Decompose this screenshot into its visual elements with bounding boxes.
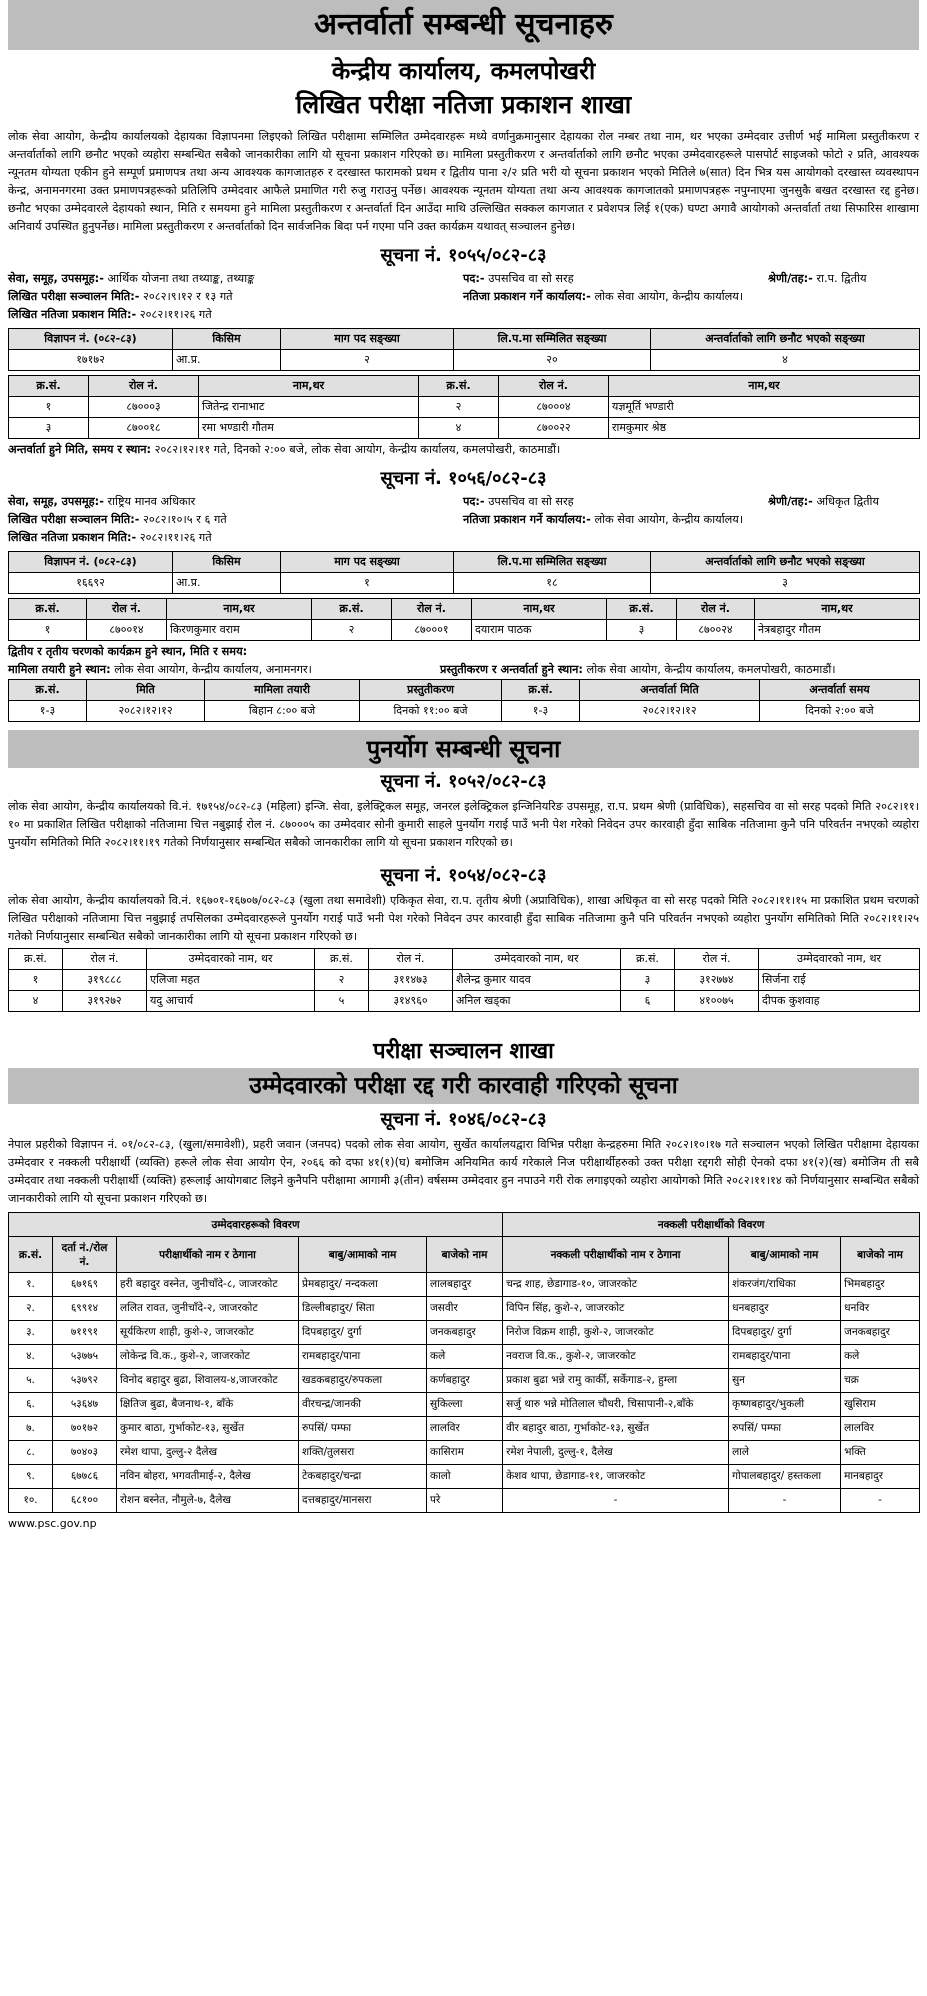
result-date-value: २०८२।११।२६ गते bbox=[139, 308, 212, 321]
cell: रामबहादुर/पाना bbox=[729, 1345, 841, 1369]
cell: २ bbox=[312, 620, 392, 641]
cell: १-३ bbox=[9, 701, 87, 722]
exam-header: क्र.सं. bbox=[9, 1237, 53, 1273]
recheck-header: उम्मेदवारको नाम, थर bbox=[147, 949, 315, 970]
summary-header: लि.प.मा सम्मिलित सङ्ख्या bbox=[454, 329, 651, 350]
cell: रुपसिं/ पम्फा bbox=[299, 1417, 427, 1441]
interview-label: अन्तर्वार्ता हुने मिति, समय र स्थान: bbox=[8, 443, 152, 456]
recheck-banner bbox=[8, 730, 919, 768]
cell: ६७१६९ bbox=[53, 1273, 117, 1297]
notice-1052-number: सूचना नं. १०५२/०८२-८३ bbox=[380, 771, 547, 792]
schedule-header: अन्तर्वार्ता समय bbox=[760, 680, 920, 701]
notice-1046-text: नेपाल प्रहरीको विज्ञापन नं. ०१/०८२-८३, (खुला/समावेशी), प्रहरी जवान (जनपद) पदको लोक सेवा आयोग, सुर्खेत कार्यालयद्वारा विभिन्न परीक्षा केन्द्रहरुमा मिति २०८२।१०।१७ गते सञ्चालन भएको लिखित परीक्षामा देहायका उम्मेदवार र नक्कली परीक्षार्थी (व्यक्ति) हरूले लोक सेवा आयोग ऐन, २०६६ को दफा ४१(१)(घ) बमोजिम अनियमित कार्य गरेकाले निज परीक्षार्थीहरुको उक्त परीक्षा रद्दगरी सोही ऐनको दफा ४१(२)(ख) बमोजिम ती सबै उम्मेदवार तथा नक्कली परीक्षार्थी (व्यक्ति) हरूलाई आयोगबाट लिइने कुनैपनि परीक्षामा आगामी ३(तीन) वर्षसम्म उम्मेदवार हुन नपाउने गरी रोक लगाइएको व्यहोरा आयोगको मिति २०८२।११।१४ को निर्णयानुसार सम्बन्धित सबैको जानकारीको लागि यो सूचना प्रकाशन गरिएको छ। bbox=[8, 1138, 919, 1205]
notice-1056-summary-table bbox=[8, 551, 920, 594]
table-row bbox=[9, 701, 920, 722]
summary-header: माग पद सङ्ख्या bbox=[281, 329, 454, 350]
notice-1055-summary-table bbox=[8, 328, 920, 371]
cell: ललित रावत, जुनीचाँदे-२, जाजरकोट bbox=[117, 1297, 299, 1321]
cell: खडकबहादुर/रुपकला bbox=[299, 1369, 427, 1393]
cell: सिर्जना राई bbox=[759, 970, 920, 991]
cell: आ.प्र. bbox=[173, 350, 281, 371]
cell: खुसिराम bbox=[841, 1393, 920, 1417]
cell: रमा भण्डारी गौतम bbox=[199, 418, 419, 439]
table-row bbox=[9, 418, 920, 439]
cell: रुपसिं/ पम्फा bbox=[729, 1417, 841, 1441]
candidate-header: नाम,थर bbox=[755, 599, 920, 620]
cell: १०. bbox=[9, 1489, 53, 1513]
cell: ७०४०३ bbox=[53, 1441, 117, 1465]
recheck-header: रोल नं. bbox=[369, 949, 453, 970]
class-label: श्रेणी/तह:- bbox=[768, 495, 813, 508]
notice-1055-meta-row1 bbox=[8, 270, 919, 288]
cell: कले bbox=[427, 1345, 503, 1369]
cell: विपिन सिंह, कुशे-२, जाजरकोट bbox=[503, 1297, 729, 1321]
cell: ३१९२७२ bbox=[63, 991, 147, 1012]
exam-title: उम्मेदवारको परीक्षा रद्द गरी कारवाही गरिएको सूचना bbox=[249, 1072, 678, 1099]
cell: वीर बहादुर बाठा, गुर्भाकोट-१३, सुर्खेत bbox=[503, 1417, 729, 1441]
cell: रमेश नेपाली, दुल्लु-१, दैलेख bbox=[503, 1441, 729, 1465]
cell: ४ bbox=[651, 350, 920, 371]
summary-header: अन्तर्वार्ताको लागि छनौट भएको सङ्ख्या bbox=[651, 552, 920, 573]
cell: - bbox=[841, 1489, 920, 1513]
cell: ८७०००४ bbox=[499, 397, 609, 418]
service-label: सेवा, समूह, उपसमूह:- bbox=[8, 272, 104, 285]
schedule-header: प्रस्तुतीकरण bbox=[360, 680, 502, 701]
cell: २ bbox=[315, 970, 369, 991]
result-date-label: लिखित नतिजा प्रकाशन मिति:- bbox=[8, 531, 137, 544]
cell: प्रेमबहादुर/ नन्दकला bbox=[299, 1273, 427, 1297]
cell: कृष्णबहादुर/भुकली bbox=[729, 1393, 841, 1417]
cell: ८७००१४ bbox=[87, 620, 167, 641]
summary-header: विज्ञापन नं. (०८२-८३) bbox=[9, 329, 173, 350]
cell: कर्णबहादुर bbox=[427, 1369, 503, 1393]
cell: ८७०००१ bbox=[392, 620, 472, 641]
exam-date-value: २०८२।९।१२ र १३ गते bbox=[143, 290, 233, 303]
cell: सुन bbox=[729, 1369, 841, 1393]
service-value: राष्ट्रिय मानव अधिकार bbox=[107, 495, 196, 508]
post-value: उपसचिव वा सो सरह bbox=[488, 272, 574, 285]
result-office-value: लोक सेवा आयोग, केन्द्रीय कार्यालय। bbox=[594, 290, 744, 303]
cell: जनकबहादुर bbox=[841, 1321, 920, 1345]
cell: धनविर bbox=[841, 1297, 920, 1321]
result-date-value: २०८२।११।२६ गते bbox=[139, 531, 212, 544]
cell: कले bbox=[841, 1345, 920, 1369]
result-office-label: नतिजा प्रकाशन गर्ने कार्यालय:- bbox=[463, 513, 591, 526]
notice-1054-number: सूचना नं. १०५४/०८२-८३ bbox=[380, 865, 547, 886]
cell: १ bbox=[9, 970, 63, 991]
cell: ३ bbox=[621, 970, 675, 991]
candidate-header: क्र.सं. bbox=[312, 599, 392, 620]
notice-1056-stage-line bbox=[8, 643, 919, 661]
recheck-candidate-table bbox=[8, 948, 920, 1012]
cell: ५३६४७ bbox=[53, 1393, 117, 1417]
post-label: पद:- bbox=[463, 272, 485, 285]
exam-header: परीक्षार्थीको नाम र ठेगाना bbox=[117, 1237, 299, 1273]
cell: ५३७९२ bbox=[53, 1369, 117, 1393]
branch-title: लिखित परीक्षा नतिजा प्रकाशन शाखा bbox=[295, 90, 632, 119]
table-row bbox=[9, 1273, 920, 1297]
candidate-header: रोल नं. bbox=[499, 376, 609, 397]
class-label: श्रेणी/तह:- bbox=[768, 272, 813, 285]
cell: २० bbox=[454, 350, 651, 371]
cell: लालविर bbox=[427, 1417, 503, 1441]
cell: कासिराम bbox=[427, 1441, 503, 1465]
cell: दिनको २:०० बजे bbox=[760, 701, 920, 722]
exam-date-value: २०८२।१०।५ र ६ गते bbox=[143, 513, 227, 526]
cell: ८७००१८ bbox=[89, 418, 199, 439]
candidate-header: नाम,थर bbox=[609, 376, 920, 397]
interview-value: २०८२।१२।११ गते, दिनको २:०० बजे, लोक सेवा आयोग, केन्द्रीय कार्यालय, कमलपोखरी, काठमाडौं। bbox=[154, 443, 561, 456]
cell: १ bbox=[9, 620, 87, 641]
cell: १८ bbox=[454, 573, 651, 594]
cell: ६७७८६ bbox=[53, 1465, 117, 1489]
recheck-header: उम्मेदवारको नाम, थर bbox=[759, 949, 920, 970]
cell: ६८१०० bbox=[53, 1489, 117, 1513]
cell: भिमबहादुर bbox=[841, 1273, 920, 1297]
cell: प्रकाश बुढा भन्ने रामु कार्की, सर्केगाड-२, हुम्ला bbox=[503, 1369, 729, 1393]
cell: दयाराम पाठक bbox=[472, 620, 607, 641]
cell: बिहान ८:०० बजे bbox=[205, 701, 360, 722]
class-value: अधिकृत द्वितीय bbox=[816, 495, 880, 508]
service-value: आर्थिक योजना तथा तथ्याङ्क, तथ्याङ्क bbox=[107, 272, 255, 285]
cell: नविन बोहरा, भगवतीमाई-२, दैलेख bbox=[117, 1465, 299, 1489]
class-value: रा.प. द्वितीय bbox=[816, 272, 867, 285]
cell: दीपक कुशवाह bbox=[759, 991, 920, 1012]
intro-paragraph: लोक सेवा आयोग, केन्द्रीय कार्यालयको देहायका विज्ञापनमा लिइएको लिखित परीक्षामा सम्मिलित उम्मेदवारहरू मध्ये वर्णानुक्रमानुसार देहायका रोल नम्बर तथा नाम, थर भएका उम्मेदवार उत्तीर्ण भई मामिला प्रस्तुतीकरण र अन्तर्वार्ताको लागि छनौट भएको व्यहोरा सम्बन्धित सबैको जानकारीका लागि यो सूचना प्रकाशन गरिएको छ। मामिला प्रस्तुतीकरण र अन्तर्वार्ताको लागि छनौट भएका उम्मेदवारहरूले पासपोर्ट साइजको फोटो २ प्रति, आवश्यक न्यूनतम योग्यता एकीन हुने सम्पूर्ण प्रमाणपत्र तथा अन्य आवश्यक कागजातहरु र दरखास्त फारामको प्रथम र द्वितीय पाना २/२ प्रति भरी यो सूचना प्रकाशन भएको मितिले ७(सात) दिन भित्र यस आयोगको दरखास्त व्यवस्थापन केन्द्र, अनामनगरमा उक्त प्रमाणपत्रहरूको प्रतिलिपि उम्मेदवार आफैले प्रमाणित गरी रुजु गराउनु पर्नेछ। आवश्यक न्यूनतम योग्यता तथा अन्य आवश्यक कागजातको प्रमाणपत्रहरू नपुग्नाएमा जुनसुकै बखत दरखास्त रद्द हुनेछ। छनौट भएका उम्मेदवारले देहायको स्थान, मिति र समयमा हुने मामिला प्रस्तुतीकरण र अन्तर्वार्ता दिन आउँदा माथि उल्लिखित सक्कल कागजात र प्रवेशपत्र लिई १(एक) घण्टा अगावै आयोगको अन्तर्वार्ता तथा सिफारिस शाखामा अनिवार्य उपस्थित हुनुपर्नेछ। मामिला प्रस्तुतीकरण र अन्तर्वार्ताको दिन सार्वजनिक बिदा पर्न गएमा पनि उक्त कार्यक्रम यथावत् सञ्चालन हुनेछ। bbox=[8, 130, 919, 233]
cell: ४ bbox=[419, 418, 499, 439]
exam-section-title: परीक्षा सञ्चालन शाखा bbox=[373, 1038, 554, 1064]
result-office-label: नतिजा प्रकाशन गर्ने कार्यालय:- bbox=[463, 290, 591, 303]
table-row bbox=[9, 1393, 920, 1417]
office-title: केन्द्रीय कार्यालय, कमलपोखरी bbox=[331, 56, 596, 85]
notice-1056-meta-row1 bbox=[8, 493, 919, 511]
cell: शैलेन्द्र कुमार यादव bbox=[453, 970, 621, 991]
cell: - bbox=[729, 1489, 841, 1513]
cell: ७०१७२ bbox=[53, 1417, 117, 1441]
notice-1052-text: लोक सेवा आयोग, केन्द्रीय कार्यालयको वि.नं. १७१५४/०८२-८३ (महिला) इन्जि. सेवा, इलेक्ट्रिकल समूह, जनरल इलेक्ट्रिकल इन्जिनियरिङ उपसमूह, रा.प. प्रथम श्रेणी (प्राविधिक), सहसचिव वा सो सरह पदको मिति २०८२।११।१० मा प्रकाशित लिखित परीक्षाको नतिजामा चित्त नबुझाई रोल नं. ८७०००५ का उम्मेदवार सोनी कुमारी साहले पुनर्योग गराई पाउँ भनी पेश गरेको निवेदन उपर कारवाही हुँदा साबिक नतिजामा कुनै पनि परिवर्तन नभएको व्यहोरा पुनर्योग समितिको मिति २०८२।११।१९ गतेको निर्णयानुसार सम्बन्धित सबैको जानकारीका लागि यो सूचना प्रकाशन गरिएको छ। bbox=[8, 800, 919, 849]
cell: ८७००२२ bbox=[499, 418, 609, 439]
schedule-header: क्र.सं. bbox=[502, 680, 580, 701]
cell: लोकेन्द्र वि.क., कुशे-२, जाजरकोट bbox=[117, 1345, 299, 1369]
table-row bbox=[9, 620, 920, 641]
cell: भक्ति bbox=[841, 1441, 920, 1465]
cell: ५३७७५ bbox=[53, 1345, 117, 1369]
cell: कुमार बाठा, गुर्भाकोट-१३, सुर्खेत bbox=[117, 1417, 299, 1441]
notice-1055-candidate-table bbox=[8, 375, 920, 439]
website-footer: www.psc.gov.np bbox=[8, 1517, 97, 1530]
cell: ६९९१४ bbox=[53, 1297, 117, 1321]
cell: मानबहादुर bbox=[841, 1465, 920, 1489]
notice-1056-candidate-table bbox=[8, 598, 920, 641]
schedule-header: मामिला तयारी bbox=[205, 680, 360, 701]
notice-1056-schedule-table bbox=[8, 679, 920, 722]
case-place-value: लोक सेवा आयोग, केन्द्रीय कार्यालय, अनामनगर। bbox=[114, 663, 312, 676]
candidate-header: नाम,थर bbox=[472, 599, 607, 620]
cell: सुकिल्ला bbox=[427, 1393, 503, 1417]
cell: दत्तबहादुर/मानसरा bbox=[299, 1489, 427, 1513]
summary-header: विज्ञापन नं. (०८२-८३) bbox=[9, 552, 173, 573]
table-row bbox=[9, 1441, 920, 1465]
result-office-value: लोक सेवा आयोग, केन्द्रीय कार्यालय। bbox=[594, 513, 744, 526]
summary-header: किसिम bbox=[173, 552, 281, 573]
cell: अनिल खड्का bbox=[453, 991, 621, 1012]
post-label: पद:- bbox=[463, 495, 485, 508]
service-label: सेवा, समूह, उपसमूह:- bbox=[8, 495, 104, 508]
summary-header: लि.प.मा सम्मिलित सङ्ख्या bbox=[454, 552, 651, 573]
table-row bbox=[9, 970, 920, 991]
cell: रोशन बस्नेत, नौमुले-७, दैलेख bbox=[117, 1489, 299, 1513]
cell: ४१००७५ bbox=[675, 991, 759, 1012]
summary-header: अन्तर्वार्ताको लागि छनौट भएको सङ्ख्या bbox=[651, 329, 920, 350]
table-row bbox=[9, 1465, 920, 1489]
cell: दिनको ११:०० बजे bbox=[360, 701, 502, 722]
cell: परे bbox=[427, 1489, 503, 1513]
header-title: अन्तर्वार्ता सम्बन्धी सूचनाहरु bbox=[314, 7, 613, 42]
cell: - bbox=[503, 1489, 729, 1513]
notice-1056-number: सूचना नं. १०५६/०८२-८३ bbox=[380, 468, 547, 489]
cell: ३११४७३ bbox=[369, 970, 453, 991]
cell: २०८२।१२।१२ bbox=[87, 701, 205, 722]
exam-header: दर्ता नं./रोल नं. bbox=[53, 1237, 117, 1273]
table-row bbox=[9, 1345, 920, 1369]
schedule-header: अन्तर्वार्ता मिति bbox=[580, 680, 760, 701]
cell: यज्ञमूर्ति भण्डारी bbox=[609, 397, 920, 418]
cell: रमेश थापा, दुल्लु-२ दैलेख bbox=[117, 1441, 299, 1465]
cell: १७१७२ bbox=[9, 350, 173, 371]
cell: ४ bbox=[9, 991, 63, 1012]
cell: ६. bbox=[9, 1393, 53, 1417]
cell: ७११९१ bbox=[53, 1321, 117, 1345]
table-row bbox=[9, 350, 920, 371]
notice-1046-number: सूचना नं. १०४६/०८२-८३ bbox=[380, 1109, 547, 1130]
cell: जसवीर bbox=[427, 1297, 503, 1321]
cancelled-exam-table bbox=[8, 1212, 920, 1513]
presentation-place-label: प्रस्तुतीकरण र अन्तर्वार्ता हुने स्थान: bbox=[440, 663, 583, 676]
cell: ३ bbox=[607, 620, 677, 641]
notice-1055-meta-row2 bbox=[8, 288, 919, 306]
table-row bbox=[9, 1321, 920, 1345]
exam-header: बाजेको नाम bbox=[841, 1237, 920, 1273]
recheck-title: पुनर्योग सम्बन्धी सूचना bbox=[366, 734, 561, 763]
cell: २ bbox=[419, 397, 499, 418]
candidate-header: नाम,थर bbox=[167, 599, 312, 620]
recheck-header: क्र.सं. bbox=[621, 949, 675, 970]
cell: ८. bbox=[9, 1441, 53, 1465]
candidate-header: नाम,थर bbox=[199, 376, 419, 397]
exam-date-label: लिखित परीक्षा सञ्चालन मिति:- bbox=[8, 290, 140, 303]
cell: रामकुमार श्रेष्ठ bbox=[609, 418, 920, 439]
cell: लालविर bbox=[841, 1417, 920, 1441]
cell: शंकरजंग/राधिका bbox=[729, 1273, 841, 1297]
cell: आ.प्र. bbox=[173, 573, 281, 594]
notice-1055-meta-row3 bbox=[8, 306, 919, 324]
table-row bbox=[9, 1297, 920, 1321]
notice-1055-interview-line bbox=[8, 441, 919, 459]
candidate-header: क्र.सं. bbox=[9, 376, 89, 397]
cell: किरणकुमार वराम bbox=[167, 620, 312, 641]
cell: टेकबहादुर/चन्द्रा bbox=[299, 1465, 427, 1489]
summary-header: माग पद सङ्ख्या bbox=[281, 552, 454, 573]
notice-1056-place-line bbox=[8, 661, 919, 679]
cell: एलिजा महत bbox=[147, 970, 315, 991]
recheck-header: क्र.सं. bbox=[9, 949, 63, 970]
table-row bbox=[9, 1417, 920, 1441]
recheck-header: क्र.सं. bbox=[315, 949, 369, 970]
cell: चन्द्र शाह, छेडागाड-१०, जाजरकोट bbox=[503, 1273, 729, 1297]
notice-1056-meta-row3 bbox=[8, 529, 919, 547]
exam-header: नक्कली परीक्षार्थीको नाम र ठेगाना bbox=[503, 1237, 729, 1273]
cell: ५. bbox=[9, 1369, 53, 1393]
cell: ३१४९६० bbox=[369, 991, 453, 1012]
cell: चक्र bbox=[841, 1369, 920, 1393]
cell: केशव थापा, छेडागाड-११, जाजरकोट bbox=[503, 1465, 729, 1489]
presentation-place-value: लोक सेवा आयोग, केन्द्रीय कार्यालय, कमलपोखरी, काठमाडौं। bbox=[586, 663, 836, 676]
cell: ३. bbox=[9, 1321, 53, 1345]
cell: क्षितिज बुढा, बैजनाथ-१, बाँके bbox=[117, 1393, 299, 1417]
cell: लाले bbox=[729, 1441, 841, 1465]
cell: ३१२७७४ bbox=[675, 970, 759, 991]
cell: १ bbox=[9, 397, 89, 418]
cell: लालबहादुर bbox=[427, 1273, 503, 1297]
exam-date-label: लिखित परीक्षा सञ्चालन मिति:- bbox=[8, 513, 140, 526]
cell: १६६९२ bbox=[9, 573, 173, 594]
cell: १. bbox=[9, 1273, 53, 1297]
notice-1055-number: सूचना नं. १०५५/०८२-८३ bbox=[380, 245, 547, 266]
cell: कालो bbox=[427, 1465, 503, 1489]
header-banner bbox=[8, 0, 919, 50]
cell: गोपालबहादुर/ हस्तकला bbox=[729, 1465, 841, 1489]
cell: नवराज वि.क., कुशे-२, जाजरकोट bbox=[503, 1345, 729, 1369]
table-row bbox=[9, 1489, 920, 1513]
cell: डिल्लीबहादुर/ सिता bbox=[299, 1297, 427, 1321]
candidate-header: रोल नं. bbox=[392, 599, 472, 620]
cell: २०८२।१२।१२ bbox=[580, 701, 760, 722]
cell: १-३ bbox=[502, 701, 580, 722]
cell: हरी बहादुर वस्नेत, जुनीचाँदे-८, जाजरकोट bbox=[117, 1273, 299, 1297]
cell: सूर्यकिरण शाही, कुशे-२, जाजरकोट bbox=[117, 1321, 299, 1345]
table-row bbox=[9, 991, 920, 1012]
cell: ३ bbox=[651, 573, 920, 594]
cell: १ bbox=[281, 573, 454, 594]
stage-label: द्वितीय र तृतीय चरणको कार्यक्रम हुने स्थान, मिति र समय: bbox=[8, 645, 248, 658]
cell: जनकबहादुर bbox=[427, 1321, 503, 1345]
exam-banner bbox=[8, 1068, 919, 1104]
cell: ९. bbox=[9, 1465, 53, 1489]
notice-1056-meta-row2 bbox=[8, 511, 919, 529]
cell: ४. bbox=[9, 1345, 53, 1369]
cell: सर्जु थारु भन्ने मोतिलाल चौधरी, चिसापानी-२,बाँके bbox=[503, 1393, 729, 1417]
recheck-header: रोल नं. bbox=[675, 949, 759, 970]
recheck-header: रोल नं. bbox=[63, 949, 147, 970]
cell: ८७००२४ bbox=[677, 620, 755, 641]
cell: दिपबहादुर/ दुर्गा bbox=[299, 1321, 427, 1345]
cell: जितेन्द्र रानाभाट bbox=[199, 397, 419, 418]
cell: वीरचन्द्र/जानकी bbox=[299, 1393, 427, 1417]
cell: ६ bbox=[621, 991, 675, 1012]
exam-header: बाबु/आमाको नाम bbox=[729, 1237, 841, 1273]
cell: धनबहादुर bbox=[729, 1297, 841, 1321]
cell: ५ bbox=[315, 991, 369, 1012]
cell: ७. bbox=[9, 1417, 53, 1441]
table-row bbox=[9, 397, 920, 418]
fake-group-header: नक्कली परीक्षार्थीको विवरण bbox=[503, 1213, 920, 1237]
cell: दिपबहादुर/ दुर्गा bbox=[729, 1321, 841, 1345]
notice-1054-text: लोक सेवा आयोग, केन्द्रीय कार्यालयको वि.नं. १६७०१-१६७०७/०८२-८३ (खुला तथा समावेशी) एकिकृत सेवा, रा.प. तृतीय श्रेणी (अप्राविधिक), शाखा अधिकृत वा सो सरह पदको मिति २०८२।११।१५ मा प्रकाशित प्रथम चरणको लिखित परीक्षाको नतिजामा चित्त नबुझाई तपसिलका उम्मेदवारहरूले पुनर्योग गराई पाउँ भनी पेश गरेको निवेदन उपर कारवाही हुँदा साबिक नतिजामा कुनै पनि परिवर्तन नभएको व्यहोरा पुनर्योग समितिको मिति २०८२।११।२५ गतेको निर्णयानुसार सम्बन्धित सबैको जानकारीका लागि यो सूचना प्रकाशन गरिएको छ। bbox=[8, 894, 919, 943]
cell: निरोज विक्रम शाही, कुशे-२, जाजरकोट bbox=[503, 1321, 729, 1345]
candidate-group-header: उम्मेदवारहरूको विवरण bbox=[9, 1213, 503, 1237]
result-date-label: लिखित नतिजा प्रकाशन मिति:- bbox=[8, 308, 137, 321]
cell: यदु आचार्य bbox=[147, 991, 315, 1012]
candidate-header: क्र.सं. bbox=[419, 376, 499, 397]
cell: शक्ति/तुलसरा bbox=[299, 1441, 427, 1465]
exam-header: बाजेको नाम bbox=[427, 1237, 503, 1273]
cell: नेत्रबहादुर गौतम bbox=[755, 620, 920, 641]
cell: ३ bbox=[9, 418, 89, 439]
candidate-header: रोल नं. bbox=[89, 376, 199, 397]
case-place-label: मामिला तयारी हुने स्थान: bbox=[8, 663, 111, 676]
schedule-header: क्र.सं. bbox=[9, 680, 87, 701]
candidate-header: क्र.सं. bbox=[9, 599, 87, 620]
exam-header: बाबु/आमाको नाम bbox=[299, 1237, 427, 1273]
cell: विनोद बहादुर बुढा, शिवालय-४,जाजरकोट bbox=[117, 1369, 299, 1393]
post-value: उपसचिव वा सो सरह bbox=[488, 495, 574, 508]
cell: ३१९८८८ bbox=[63, 970, 147, 991]
schedule-header: मिति bbox=[87, 680, 205, 701]
cell: २ bbox=[281, 350, 454, 371]
cell: २. bbox=[9, 1297, 53, 1321]
candidate-header: रोल नं. bbox=[87, 599, 167, 620]
cell: ८७०००३ bbox=[89, 397, 199, 418]
candidate-header: रोल नं. bbox=[677, 599, 755, 620]
cell: रामबहादुर/पाना bbox=[299, 1345, 427, 1369]
summary-header: किसिम bbox=[173, 329, 281, 350]
table-row bbox=[9, 573, 920, 594]
recheck-header: उम्मेदवारको नाम, थर bbox=[453, 949, 621, 970]
candidate-header: क्र.सं. bbox=[607, 599, 677, 620]
table-row bbox=[9, 1369, 920, 1393]
